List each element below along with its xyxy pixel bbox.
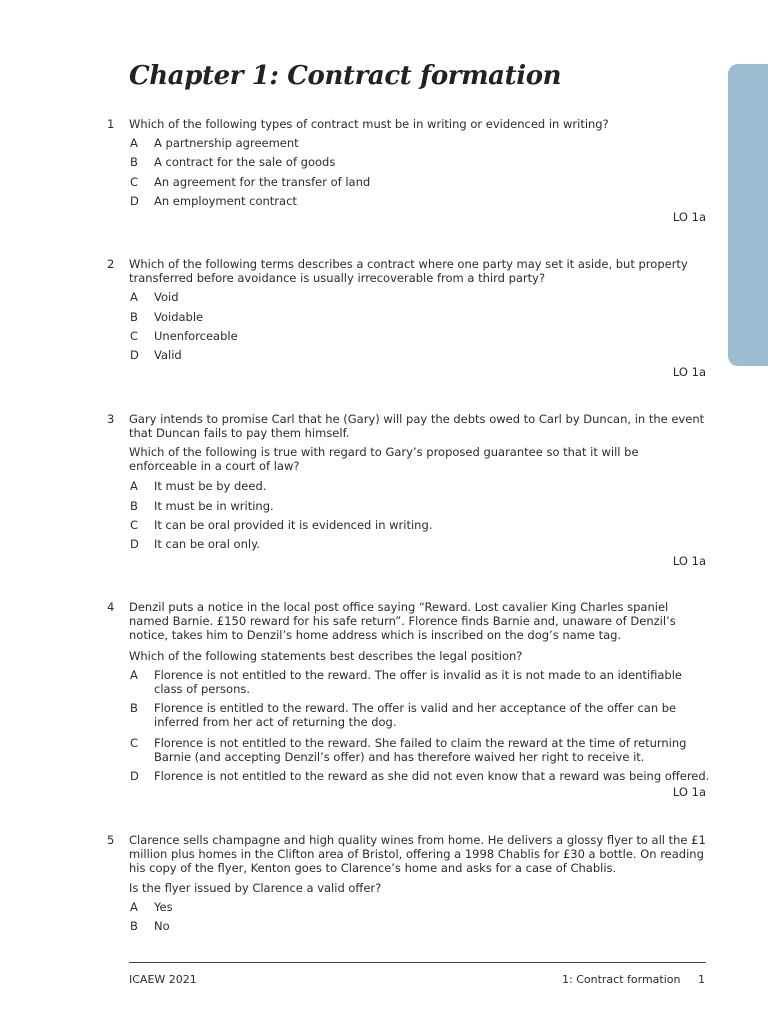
- option-letter: C: [130, 175, 139, 189]
- question-text: Which of the following statements best describes the legal position?: [129, 649, 523, 663]
- option-letter: A: [130, 136, 138, 150]
- option-letter: B: [130, 919, 138, 933]
- option-letter: B: [130, 310, 138, 324]
- option-letter: D: [130, 194, 139, 208]
- option-letter: A: [130, 290, 138, 304]
- chapter-side-tab: [728, 64, 768, 366]
- option-letter: A: [130, 479, 138, 493]
- footer-divider: [129, 962, 706, 963]
- option-letter: A: [130, 668, 138, 682]
- option-text: A contract for the sale of goods: [154, 155, 336, 169]
- option-letter: B: [130, 499, 138, 513]
- option-letter: C: [130, 329, 139, 343]
- option-text: It must be by deed.: [154, 479, 267, 493]
- option-text: A partnership agreement: [154, 136, 299, 150]
- option-text: An agreement for the transfer of land: [154, 175, 371, 189]
- learning-objective: LO 1a: [672, 554, 706, 568]
- option-text: Yes: [154, 900, 173, 914]
- option-text: Voidable: [154, 310, 204, 324]
- question-text: Clarence sells champagne and high quality wines from home. He delivers a glossy flyer to all the £1 million plus homes in the Clifton area of Bristol, offering a 1998 Chablis for £30 a bottle. On reading his copy of the flyer, Kenton goes to Clarence’s home and asks for a case of Chablis.: [129, 833, 706, 875]
- option-text: Florence is entitled to the reward. The offer is valid and her acceptance of the offer can be inferred from her act of returning the dog.: [154, 701, 677, 729]
- option-text: Florence is not entitled to the reward as she did not even know that a reward was being offered.: [154, 769, 710, 783]
- learning-objective: LO 1a: [672, 210, 706, 224]
- learning-objective: LO 1a: [672, 785, 706, 799]
- option-letter: C: [130, 736, 139, 750]
- question-text: Which of the following is true with regard to Gary’s proposed guarantee so that it will be enforceable in a court of law?: [129, 445, 639, 473]
- learning-objective: LO 1a: [672, 365, 706, 379]
- option-letter: D: [130, 769, 139, 783]
- question-text: Which of the following terms describes a contract where one party may set it aside, but property transferred before avoidance is usually irrecoverable from a third party?: [129, 257, 688, 285]
- question-number: 5: [107, 833, 115, 847]
- option-text: It must be in writing.: [154, 499, 274, 513]
- option-letter: A: [130, 900, 138, 914]
- option-text: No: [154, 919, 170, 933]
- option-letter: C: [130, 518, 139, 532]
- question-number: 1: [107, 117, 115, 131]
- question-text: Denzil puts a notice in the local post office saying “Reward. Lost cavalier King Charles spaniel named Barnie. £150 reward for his safe return”. Florence finds Barnie and, unaware of Denzil’s notice, takes him to Denzil’s home address which is inscribed on the dog’s name tag.: [129, 600, 676, 642]
- option-text: Valid: [154, 348, 182, 362]
- option-text: Florence is not entitled to the reward. She failed to claim the reward at the time of returning Barnie (and accepting Denzil’s offer) and has therefore waived her right to receive it.: [154, 736, 687, 764]
- question-text: Which of the following types of contract must be in writing or evidenced in writing?: [129, 117, 609, 131]
- question-text: Is the flyer issued by Clarence a valid offer?: [129, 881, 382, 895]
- option-letter: D: [130, 348, 139, 362]
- footer-chapter: 1: Contract formation: [562, 973, 681, 986]
- chapter-title: Chapter 1: Contract formation: [129, 61, 562, 91]
- option-text: An employment contract: [154, 194, 297, 208]
- option-text: It can be oral only.: [154, 537, 260, 551]
- option-text: Florence is not entitled to the reward. The offer is invalid as it is not made to an identifiable class of persons.: [154, 668, 683, 696]
- option-letter: D: [130, 537, 139, 551]
- option-text: Void: [154, 290, 179, 304]
- footer-publisher: ICAEW 2021: [129, 973, 197, 986]
- option-text: It can be oral provided it is evidenced in writing.: [154, 518, 433, 532]
- question-text: Gary intends to promise Carl that he (Gary) will pay the debts owed to Carl by Duncan, in the event that Duncan fails to pay them himself.: [129, 412, 705, 440]
- page-number: 1: [698, 973, 705, 986]
- question-number: 4: [107, 600, 115, 614]
- option-letter: B: [130, 701, 138, 715]
- option-letter: B: [130, 155, 138, 169]
- question-number: 3: [107, 412, 115, 426]
- question-number: 2: [107, 257, 115, 271]
- option-text: Unenforceable: [154, 329, 238, 343]
